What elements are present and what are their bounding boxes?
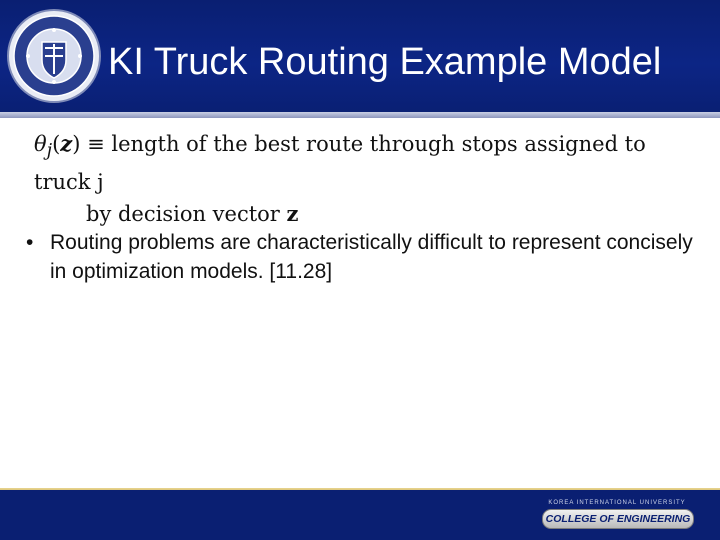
slide-title: KI Truck Routing Example Model	[108, 41, 662, 83]
equiv-symbol: ≡	[80, 132, 112, 156]
open-paren: (	[52, 132, 61, 156]
college-badge	[540, 500, 694, 532]
definition-line-1: length of the best route through stops assigned to truck j	[34, 132, 646, 195]
theta-symbol: θ	[34, 132, 47, 156]
bullet-marker: •	[26, 231, 34, 254]
university-seal-logo	[6, 8, 102, 104]
definition-formula	[34, 128, 694, 230]
variable-z: z	[60, 131, 73, 156]
college-badge-label: COLLEGE OF ENGINEERING	[542, 509, 694, 529]
definition-line-2	[34, 198, 694, 230]
bullet-text: Routing problems are characteristically difficult to represent concisely in optimization models. [11.28]	[50, 231, 693, 283]
bullet-item	[26, 228, 696, 286]
header-divider	[0, 112, 720, 118]
definition-line-2-prefix: by decision vector	[86, 202, 287, 227]
college-badge-subtitle: KOREA INTERNATIONAL UNIVERSITY	[548, 500, 686, 506]
theta-subscript: j	[46, 141, 53, 162]
close-paren: )	[72, 132, 81, 156]
decision-vector-z: z	[286, 201, 299, 227]
